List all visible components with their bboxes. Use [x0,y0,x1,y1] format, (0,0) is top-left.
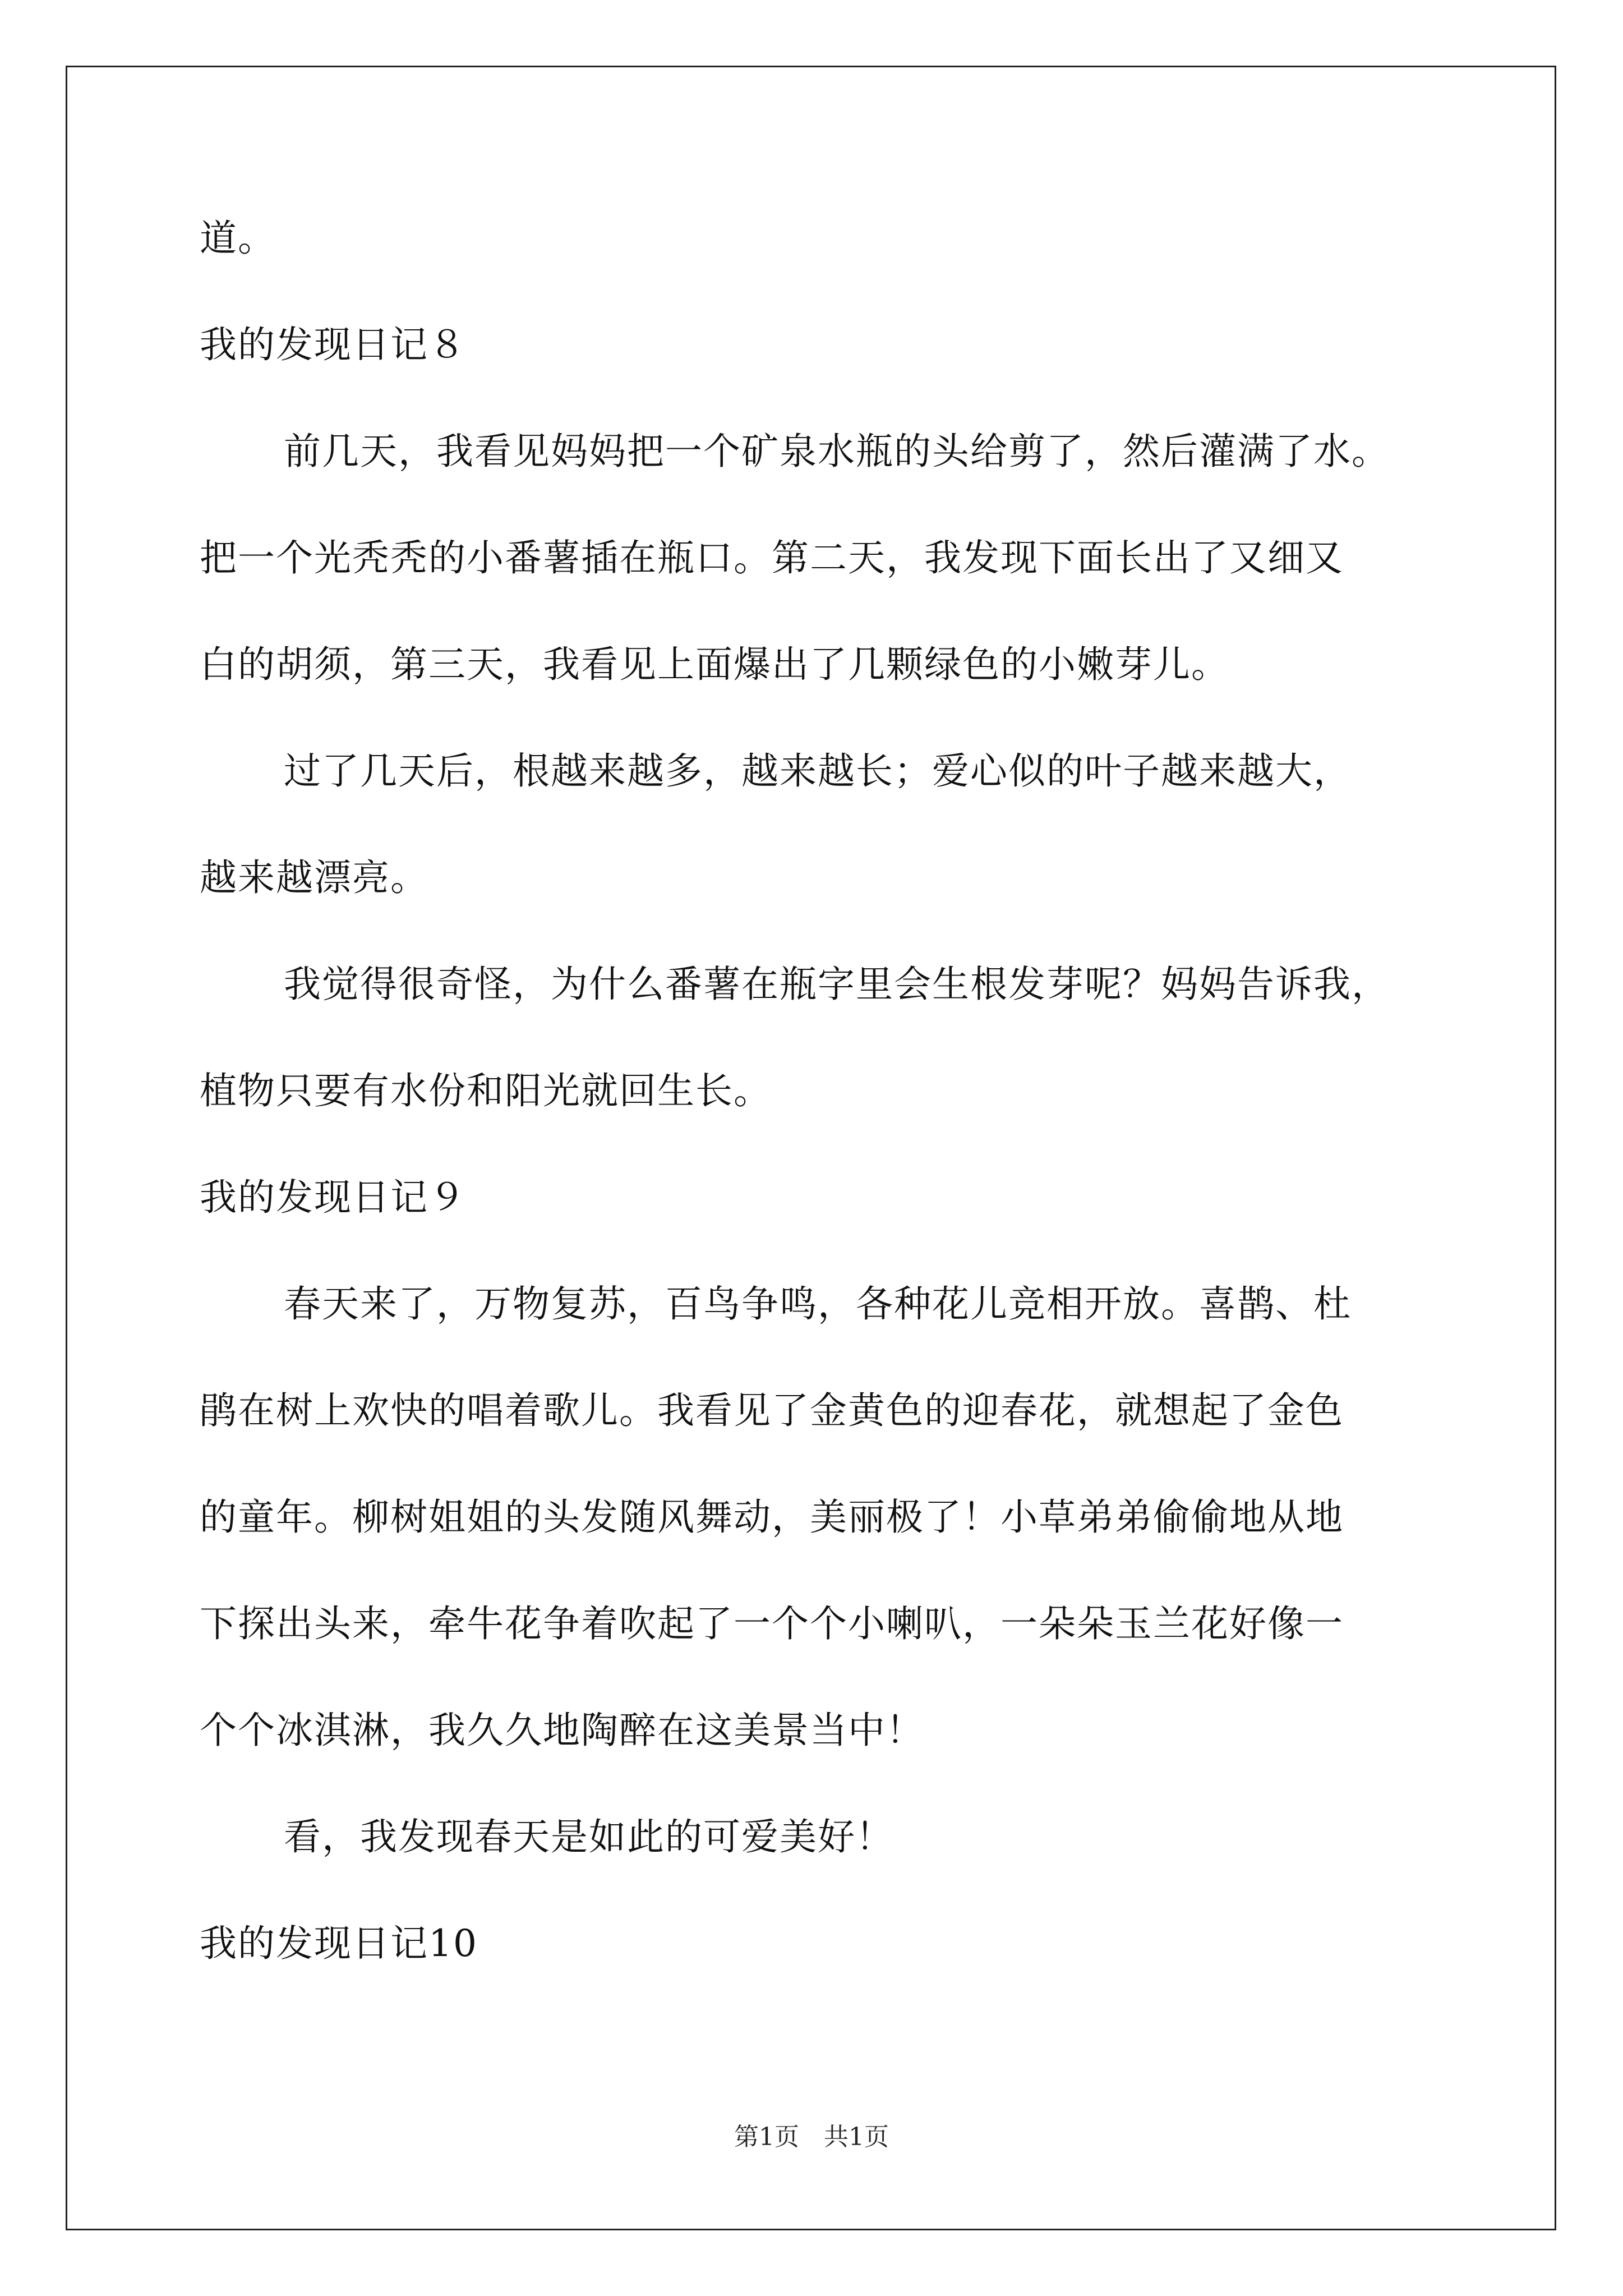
paragraph-line: 的童年。柳树姐姐的头发随风舞动，美丽极了！小草弟弟偷偷地从地 [200,1496,1344,1539]
section-heading: 我的发现日记10 [200,1922,478,1965]
paragraph-line: 白的胡须，第三天，我看见上面爆出了几颗绿色的小嫩芽儿。 [200,643,1229,686]
paragraph-line: 个个冰淇淋，我久久地陶醉在这美景当中！ [200,1709,924,1752]
page-border [66,66,1556,2230]
paragraph-line: 下探出头来，牵牛花争着吹起了一个个小喇叭，一朵朵玉兰花好像一 [200,1602,1344,1645]
paragraph-line: 道。 [200,217,276,260]
paragraph-line: 看，我发现春天是如此的可爱美好！ [284,1815,894,1858]
paragraph-line: 把一个光秃秃的小番薯插在瓶口。第二天，我发现下面长出了又细又 [200,536,1344,579]
paragraph-line: 鹃在树上欢快的唱着歌儿。我看见了金黄色的迎春花，就想起了金色 [200,1389,1344,1432]
section-heading: 我的发现日记９ [200,1176,467,1219]
paragraph-line: 春天来了，万物复苏，百鸟争鸣，各种花儿竞相开放。喜鹊、杜 [284,1282,1352,1326]
section-heading: 我的发现日记８ [200,323,467,366]
paragraph-line: 过了几天后，根越来越多，越来越长；爱心似的叶子越来越大， [284,749,1352,793]
page-number-footer: 第1页 共1页 [734,2123,889,2151]
paragraph-line: 我觉得很奇怪，为什么番薯在瓶字里会生根发芽呢？妈妈告诉我， [284,963,1390,1006]
paragraph-line: 植物只要有水份和阳光就回生长。 [200,1069,772,1112]
paragraph-line: 越来越漂亮。 [200,856,428,899]
paragraph-line: 前几天，我看见妈妈把一个矿泉水瓶的头给剪了，然后灌满了水。 [284,430,1390,473]
